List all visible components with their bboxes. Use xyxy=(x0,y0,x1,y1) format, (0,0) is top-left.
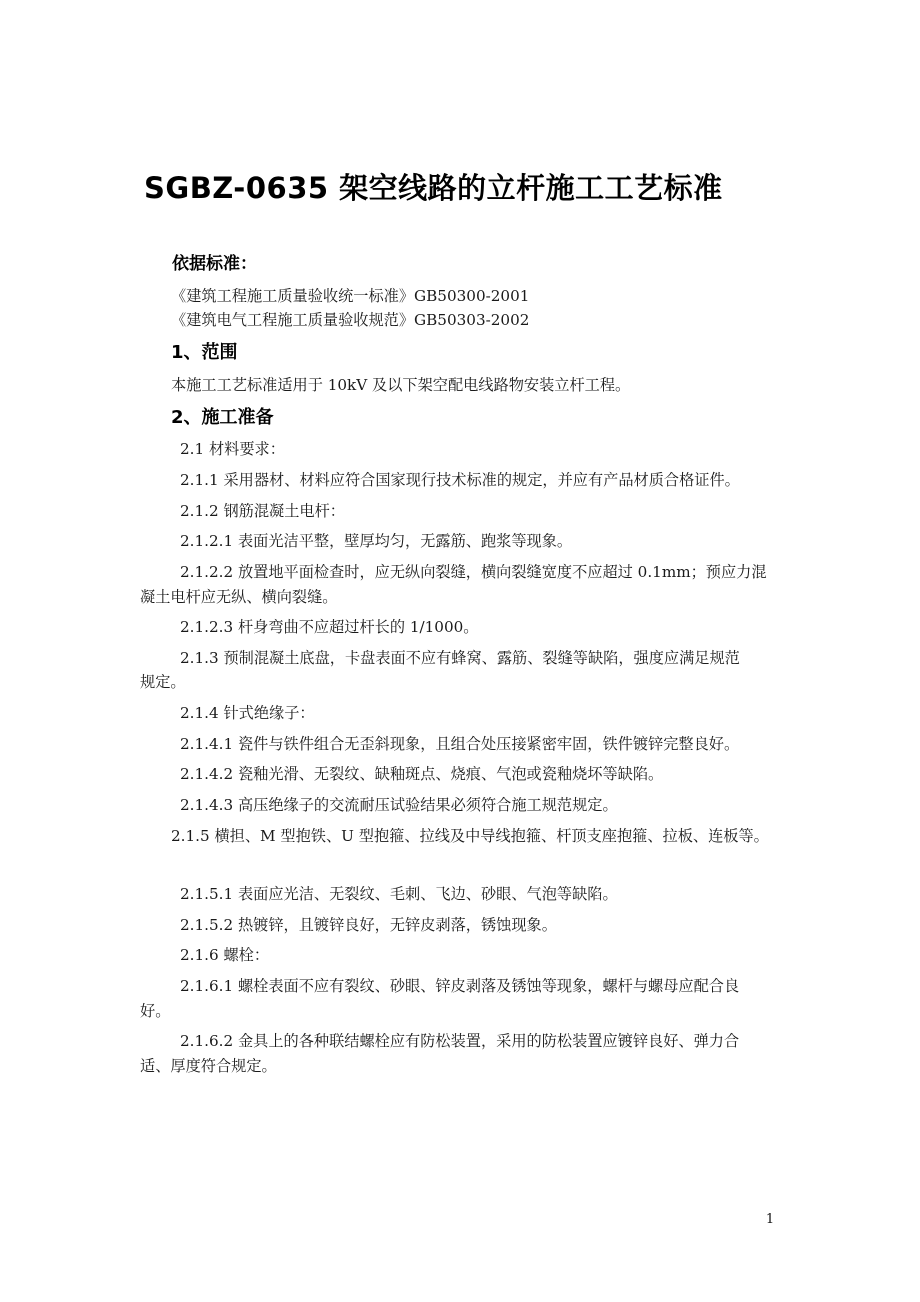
page-title: SGBZ-0635 架空线路的立杆施工工艺标准 xyxy=(144,171,723,205)
clause-2-1: 2.1 材料要求： xyxy=(180,440,285,459)
spacer xyxy=(140,206,800,252)
clause-2-1-3: 2.1.3 预制混凝土底盘，卡盘表面不应有蜂窝、露筋、裂缝等缺陷，强度应满足规范 xyxy=(180,648,740,667)
clause-2-1-3-cont: 规定。 xyxy=(140,673,186,692)
clause-2-1-4-3: 2.1.4.3 高压绝缘子的交流耐压试验结果必须符合施工规范规定。 xyxy=(180,795,618,814)
clause-2-1-4-1: 2.1.4.1 瓷件与铁件组合无歪斜现象，且组合处压接紧密牢固，铁件镀锌完整良好。 xyxy=(180,734,740,753)
spacer xyxy=(140,848,800,882)
clause-2-1-4-2: 2.1.4.2 瓷釉光滑、无裂纹、缺釉斑点、烧痕、气泡或瓷釉烧坏等缺陷。 xyxy=(180,765,664,784)
clause-2-1-2-2-cont: 凝土电杆应无纵、横向裂缝。 xyxy=(140,587,338,606)
clause-2-1-2-1: 2.1.2.1 表面光洁平整，壁厚均匀，无露筋、跑浆等现象。 xyxy=(180,532,573,551)
clause-2-1-6-1: 2.1.6.1 螺栓表面不应有裂纹、砂眼、锌皮剥落及锈蚀等现象，螺杆与螺母应配合良 xyxy=(180,977,740,996)
standard-reference: 《建筑工程施工质量验收统一标准》GB50300-2001 xyxy=(171,286,530,305)
page-footer xyxy=(0,1212,920,1227)
clause-2-1-6-2-cont: 适、厚度符合规定。 xyxy=(140,1056,277,1075)
clause-2-1-6-1-cont: 好。 xyxy=(140,1001,171,1020)
clause-2-1-5-2: 2.1.5.2 热镀锌，且镀锌良好，无锌皮剥落，锈蚀现象。 xyxy=(180,915,557,934)
clause-2-1-6-2: 2.1.6.2 金具上的各种联结螺栓应有防松装置，采用的防松装置应镀锌良好、弹力合 xyxy=(180,1032,740,1051)
clause-2-1-5-1: 2.1.5.1 表面应光洁、无裂纹、毛刺、飞边、砂眼、气泡等缺陷。 xyxy=(180,885,618,904)
clause-2-1-2-3: 2.1.2.3 杆身弯曲不应超过杆长的 1/1000。 xyxy=(180,618,479,637)
basis-standards-heading: 依据标准： xyxy=(172,254,257,275)
document-body xyxy=(140,170,800,1079)
page-number: 1 xyxy=(765,1212,775,1227)
clause-2-1-1: 2.1.1 采用器材、材料应符合国家现行技术标准的规定，并应有产品材质合格证件。 xyxy=(180,471,740,490)
section-heading-preparation: 2、施工准备 xyxy=(171,406,274,428)
section-body-scope: 本施工工艺标准适用于 10kV 及以下架空配电线路物安装立杆工程。 xyxy=(171,375,631,394)
clause-2-1-2: 2.1.2 钢筋混凝土电杆： xyxy=(180,501,345,520)
clause-2-1-2-2: 2.1.2.2 放置地平面检查时，应无纵向裂缝，横向裂缝宽度不应超过 0.1mm；预应力混 xyxy=(180,562,767,581)
clause-2-1-5: 2.1.5 横担、M 型抱铁、U 型抱箍、拉线及中导线抱箍、杆顶支座抱箍、拉板、连板等。 xyxy=(171,826,769,845)
clause-2-1-4: 2.1.4 针式绝缘子： xyxy=(180,704,315,723)
clause-2-1-6: 2.1.6 螺栓： xyxy=(180,946,270,965)
section-heading-scope: 1、范围 xyxy=(171,342,238,363)
standard-reference: 《建筑电气工程施工质量验收规范》GB50303-2002 xyxy=(171,311,530,330)
